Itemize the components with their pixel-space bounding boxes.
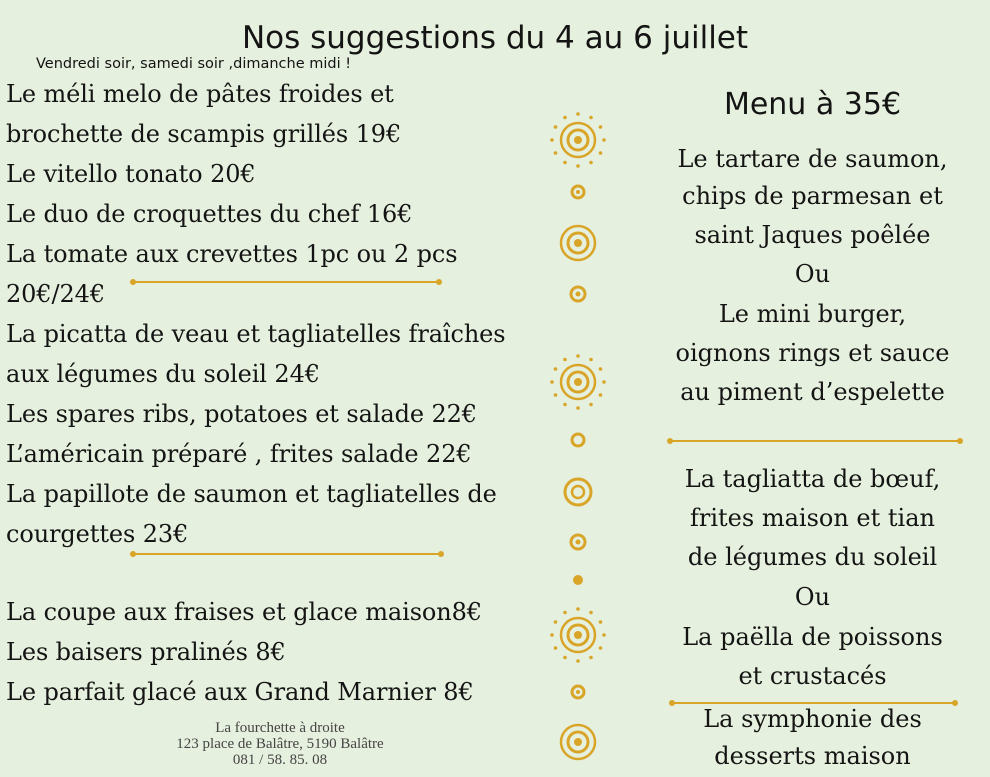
- restaurant-info: [110, 720, 450, 768]
- menu-heading: Menu à 35€: [723, 87, 902, 122]
- restaurant-address: 123 place de Balâtre, 5190 Balâtre: [176, 736, 384, 752]
- ring-ornament-icon: [572, 186, 584, 198]
- ring-ornament-icon: [561, 725, 595, 759]
- dish-line: Le vitello tonato 20€: [6, 160, 256, 188]
- dessert-line: Les baisers pralinés 8€: [6, 638, 286, 666]
- page-title: Nos suggestions du 4 au 6 juillet: [241, 20, 749, 56]
- menu-main-line: de légumes du soleil: [687, 543, 938, 571]
- restaurant-name: La fourchette à droite: [215, 720, 345, 736]
- sun-ornament-icon: [550, 607, 606, 663]
- menu-main-line: Ou: [794, 583, 831, 611]
- ring-ornament-icon: [565, 479, 591, 505]
- ring-ornament-icon: [571, 535, 585, 549]
- divider-rule: [670, 440, 960, 442]
- dish-line: brochette de scampis grillés 19€: [6, 120, 402, 148]
- ring-ornament-icon: [561, 226, 595, 260]
- ring-ornament-icon: [572, 434, 584, 446]
- ring-ornament-icon: [572, 686, 584, 698]
- subtitle: Vendredi soir, samedi soir ,dimanche midi !: [36, 56, 352, 72]
- sun-ornament-icon: [550, 354, 606, 410]
- menu-dessert-line: La symphonie des: [703, 705, 922, 733]
- ring-ornament-icon: [571, 287, 585, 301]
- menu-starter-line: au piment d’espelette: [680, 378, 945, 406]
- dot-ornament-icon: [573, 575, 583, 585]
- menu-dessert-line: desserts maison: [714, 742, 911, 770]
- divider-rule: [133, 281, 439, 283]
- dish-line: Le méli melo de pâtes froides et: [6, 80, 394, 108]
- dish-line: aux légumes du soleil 24€: [6, 360, 320, 388]
- sun-ornament-icon: [550, 112, 606, 168]
- menu-main-line: et crustacés: [738, 662, 887, 690]
- restaurant-phone: 081 / 58. 85. 08: [232, 752, 328, 768]
- dish-line: L’américain préparé , frites salade 22€: [6, 440, 472, 468]
- dish-line: Le duo de croquettes du chef 16€: [6, 200, 413, 228]
- dish-line: 20€/24€: [6, 280, 106, 308]
- dish-line: La picatta de veau et tagliatelles fraîches: [6, 320, 506, 348]
- menu-starter-line: Ou: [794, 260, 831, 288]
- decorative-dots-column: [540, 100, 620, 770]
- menu-main-line: La tagliatta de bœuf,: [684, 465, 941, 493]
- dessert-line: La coupe aux fraises et glace maison8€: [6, 598, 482, 626]
- menu-starter-line: chips de parmesan et: [682, 182, 943, 210]
- menu-main-line: frites maison et tian: [690, 504, 935, 532]
- menu-main-line: La paëlla de poissons: [682, 623, 943, 651]
- dish-line: Les spares ribs, potatoes et salade 22€: [6, 400, 477, 428]
- menu-starter-line: Le mini burger,: [718, 300, 907, 328]
- dessert-line: Le parfait glacé aux Grand Marnier 8€: [6, 678, 474, 706]
- menu-starter-line: Le tartare de saumon,: [677, 145, 948, 173]
- menu-starter-line: saint Jaques poêlée: [694, 221, 931, 249]
- dish-line: La papillote de saumon et tagliatelles de: [6, 480, 497, 508]
- dish-line: La tomate aux crevettes 1pc ou 2 pcs: [6, 240, 458, 268]
- menu-starter-line: oignons rings et sauce: [675, 339, 950, 367]
- divider-rule: [133, 553, 441, 555]
- dish-line: courgettes 23€: [6, 520, 189, 548]
